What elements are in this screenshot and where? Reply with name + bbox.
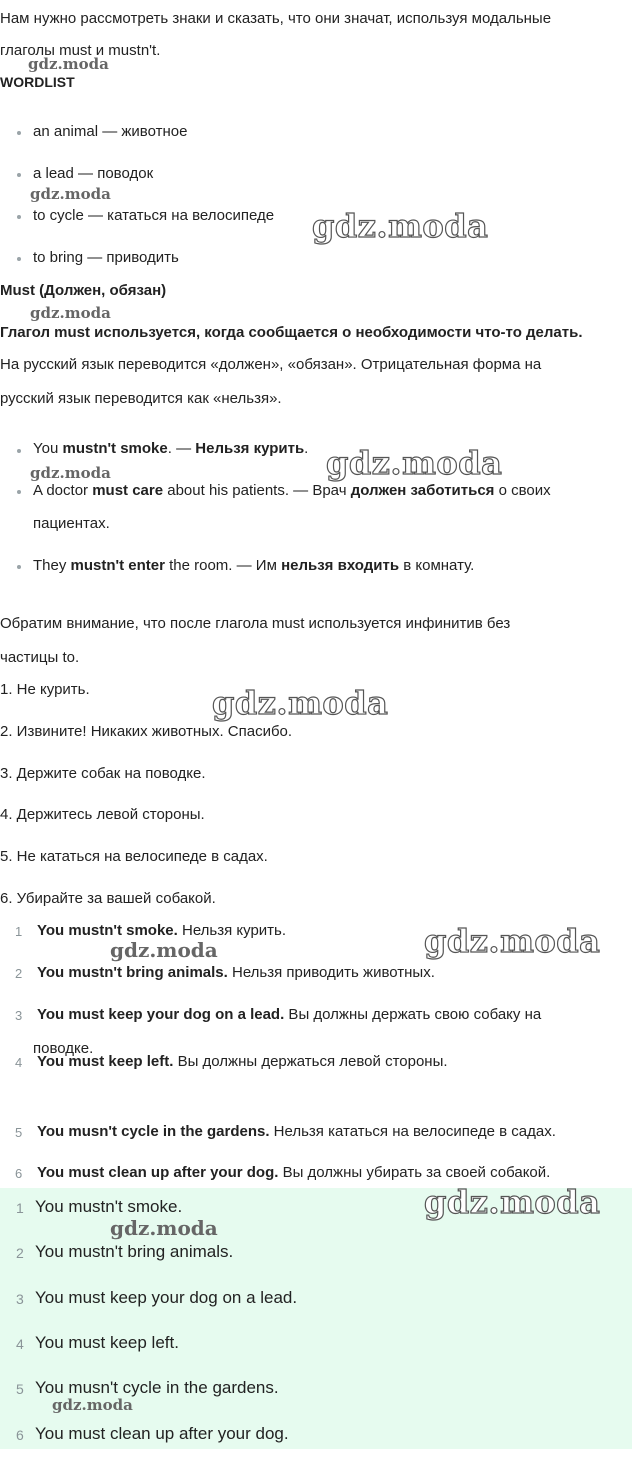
grammar-text-1: На русский язык переводится «должен», «обязан». Отрицательная форма на: [0, 356, 542, 373]
list-item: You must clean up after your dog. Вы должны убирать за своей собакой.: [37, 1164, 551, 1181]
wordlist-title: WORDLIST: [0, 74, 75, 90]
sign-item: 4. Держитесь левой стороны.: [0, 806, 205, 823]
watermark: gdz.moda: [30, 304, 111, 322]
list-number: 4: [16, 1336, 24, 1352]
watermark: gdz.moda: [326, 444, 503, 482]
list-number: 6: [16, 1427, 24, 1443]
list-item: You musn't cycle in the gardens. Нельзя кататься на велосипеде в садах.: [37, 1123, 556, 1140]
list-item: They mustn't enter the room. — Им нельзя входить в комнату.: [33, 557, 475, 574]
list-number: 3: [16, 1291, 24, 1307]
list-number: 2: [16, 1245, 24, 1261]
list-item: You must keep left. Вы должны держаться левой стороны.: [37, 1053, 448, 1070]
sign-item: 3. Держите собак на поводке.: [0, 765, 206, 782]
list-item: You must keep left.: [35, 1333, 179, 1352]
list-item: to bring — приводить: [33, 249, 179, 266]
list-item: You must keep your dog on a lead. Вы должны держать свою собаку на: [37, 1006, 542, 1023]
list-item: You mustn't smoke.: [35, 1197, 183, 1216]
watermark: gdz.moda: [52, 1396, 133, 1414]
intro-line-1: Нам нужно рассмотреть знаки и сказать, что они значат, используя модальные: [0, 10, 552, 27]
list-item: an animal — животное: [33, 123, 188, 140]
list-item: a lead — поводок: [33, 165, 154, 182]
list-item: You must keep your dog on a lead.: [35, 1288, 298, 1307]
bullet-icon: [17, 565, 21, 569]
bullet-icon: [17, 449, 21, 453]
sign-item: 2. Извините! Никаких животных. Спасибо.: [0, 723, 293, 740]
grammar-title: Must (Должен, обязан): [0, 282, 167, 299]
list-number: 5: [16, 1381, 24, 1397]
grammar-text-2: русский язык переводится как «нельзя».: [0, 390, 282, 407]
grammar-rule: Глагол must используется, когда сообщается о необходимости что-то делать.: [0, 324, 583, 341]
list-number: 1: [15, 924, 23, 939]
intro-line-2: глаголы must и mustn't.: [0, 42, 161, 59]
watermark: gdz.moda: [30, 185, 111, 203]
watermark: gdz.moda: [312, 207, 489, 245]
list-item: You mustn't bring animals.: [35, 1242, 234, 1261]
list-number: 2: [15, 966, 23, 981]
list-item: You must clean up after your dog.: [35, 1424, 289, 1443]
list-item: You mustn't bring animals. Нельзя приводить животных.: [37, 964, 435, 981]
note-line-2: частицы to.: [0, 649, 80, 666]
list-number: 1: [16, 1200, 24, 1216]
watermark: gdz.moda: [110, 938, 218, 962]
watermark: gdz.moda: [212, 684, 389, 722]
list-item-continuation: пациентах.: [33, 515, 110, 532]
note-line-1: Обратим внимание, что после глагола must используется инфинитив без: [0, 615, 511, 632]
list-number: 4: [15, 1055, 23, 1070]
sign-item: 1. Не курить.: [0, 681, 90, 698]
list-item: A doctor must care about his patients. — Врач должен заботиться о своих: [33, 482, 551, 499]
list-item: You musn't cycle in the gardens.: [35, 1378, 279, 1397]
watermark: gdz.moda: [28, 55, 109, 73]
bullet-icon: [17, 131, 21, 135]
bullet-icon: [17, 257, 21, 261]
bullet-icon: [17, 215, 21, 219]
list-item: You mustn't smoke. — Нельзя курить.: [33, 440, 309, 457]
bullet-icon: [17, 490, 21, 494]
watermark: gdz.moda: [30, 464, 111, 482]
sign-item: 6. Убирайте за вашей собакой.: [0, 890, 216, 907]
watermark: gdz.moda: [110, 1216, 218, 1240]
list-item-continuation: поводке.: [33, 1040, 94, 1057]
list-item: You mustn't smoke. Нельзя курить.: [37, 922, 287, 939]
bullet-icon: [17, 173, 21, 177]
watermark: gdz.moda: [424, 922, 601, 960]
watermark: gdz.moda: [424, 1183, 601, 1221]
sign-item: 5. Не кататься на велосипеде в садах.: [0, 848, 268, 865]
list-number: 3: [15, 1008, 23, 1023]
list-item: to cycle — кататься на велосипеде: [33, 207, 275, 224]
list-number: 5: [15, 1125, 23, 1140]
list-number: 6: [15, 1166, 23, 1181]
